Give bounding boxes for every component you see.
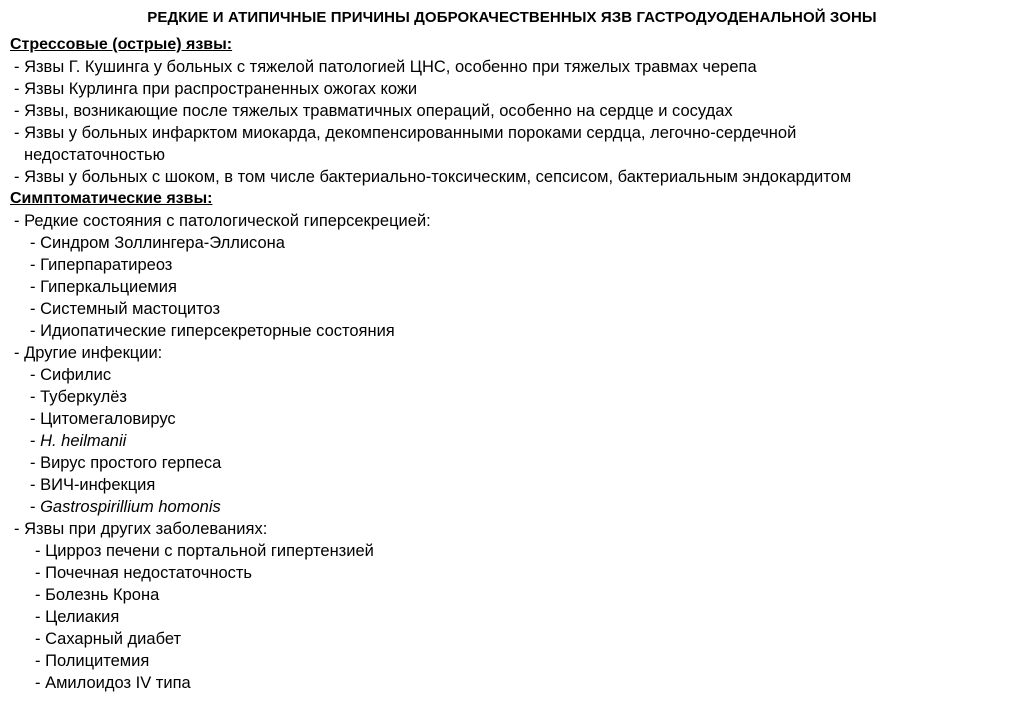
- list-item: - Гиперпаратиреоз: [30, 256, 173, 274]
- section-heading-stress: Стрессовые (острые) язвы:: [10, 36, 233, 53]
- list-item: - Язвы, возникающие после тяжелых травматичных операций, особенно на сердце и сосудах: [14, 102, 733, 120]
- list-dash: -: [30, 432, 41, 450]
- list-item: - ВИЧ-инфекция: [30, 476, 156, 494]
- subsection-label-other-diseases: - Язвы при других заболеваниях:: [14, 520, 268, 538]
- list-dash: -: [30, 498, 41, 516]
- list-item: - Почечная недостаточность: [35, 564, 253, 582]
- list-item-continuation: недостаточностью: [24, 146, 166, 164]
- list-item: - Язвы у больных с шоком, в том числе бактериально-токсическим, сепсисом, бактериальным эндокардитом: [14, 168, 852, 186]
- list-item: - Болезнь Крона: [35, 586, 160, 604]
- list-item: - Идиопатические гиперсекреторные состояния: [30, 322, 395, 340]
- list-item: [10, 430, 1014, 452]
- list-item: - Полицитемия: [35, 652, 150, 670]
- species-name: Gastrospirillium homonis: [40, 498, 221, 516]
- species-name: H. heilmanii: [40, 432, 127, 450]
- list-item: - Вирус простого герпеса: [30, 454, 222, 472]
- list-item: - Цитомегаловирус: [30, 410, 176, 428]
- list-item: - Язвы Курлинга при распространенных ожогах кожи: [14, 80, 418, 98]
- list-item: - Цирроз печени с портальной гипертензией: [35, 542, 374, 560]
- document-body: [10, 34, 1014, 694]
- list-item: - Синдром Золлингера-Эллисона: [30, 234, 285, 252]
- page-title: РЕДКИЕ И АТИПИЧНЫЕ ПРИЧИНЫ ДОБРОКАЧЕСТВЕННЫХ ЯЗВ ГАСТРОДУОДЕНАЛЬНОЙ ЗОНЫ: [147, 9, 877, 26]
- list-item: - Системный мастоцитоз: [30, 300, 221, 318]
- list-item: - Язвы Г. Кушинга у больных с тяжелой патологией ЦНС, особенно при тяжелых травмах черепа: [14, 58, 757, 76]
- list-item: - Туберкулёз: [30, 388, 127, 406]
- subsection-label-infections: - Другие инфекции:: [14, 344, 163, 362]
- section-heading-symptomatic: Симптоматические язвы:: [10, 190, 213, 207]
- list-item: - Сифилис: [30, 366, 112, 384]
- list-item: [10, 496, 1014, 518]
- list-item: - Язвы у больных инфарктом миокарда, декомпенсированными пороками сердца, легочно-сердечной: [14, 124, 797, 142]
- list-item: - Гиперкальциемия: [30, 278, 177, 296]
- list-item: - Сахарный диабет: [35, 630, 182, 648]
- subsection-label-hypersecretion: - Редкие состояния с патологической гиперсекрецией:: [14, 212, 431, 230]
- list-item: - Амилоидоз IV типа: [35, 674, 191, 692]
- list-item: - Целиакия: [35, 608, 120, 626]
